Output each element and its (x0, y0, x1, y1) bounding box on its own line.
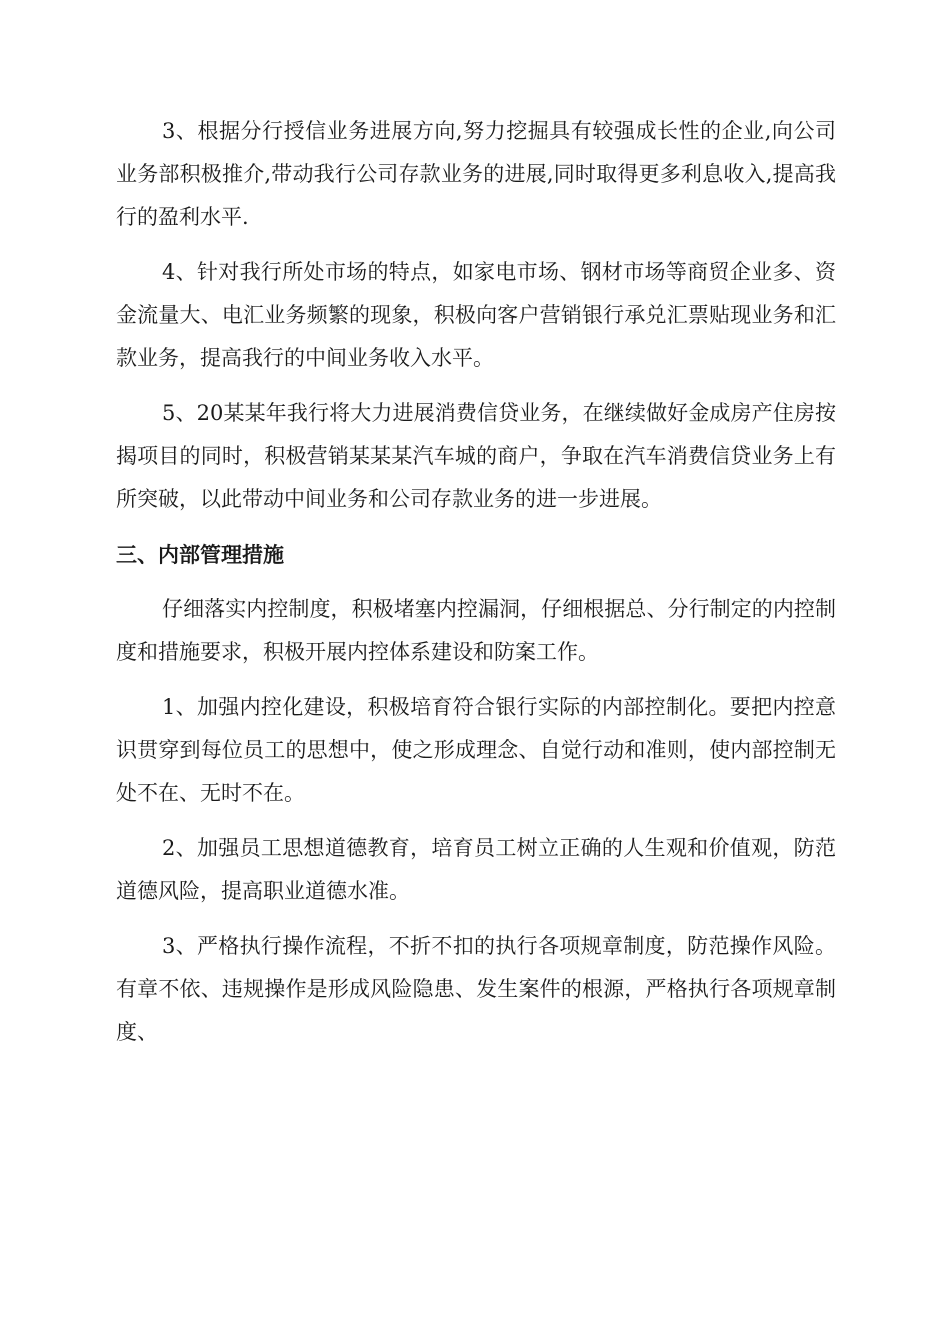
paragraph-item-2-ethics: 2、加强员工思想道德教育，培育员工树立正确的人生观和价值观，防范道德风险，提高职业道德水准。 (116, 836, 836, 903)
paragraph-item-5-consumer-credit: 5、20某某年我行将大力进展消费信贷业务，在继续做好金成房产住房按揭项目的同时，积极营销某某某汽车城的商户，争取在汽车消费信贷业务上有所突破，以此带动中间业务和公司存款业务的进一步进展。 (116, 401, 836, 511)
section-heading: 三、内部管理措施 (116, 542, 284, 567)
paragraph-item-3-procedures: 3、严格执行操作流程，不折不扣的执行各项规章制度，防范操作风险。有章不依、违规操作是形成风险隐患、发生案件的根源，严格执行各项规章制度、 (116, 934, 836, 1044)
section-intro-paragraph: 仔细落实内控制度，积极堵塞内控漏洞，仔细根据总、分行制定的内控制度和措施要求，积极开展内控体系建设和防案工作。 (116, 597, 836, 664)
paragraph-item-1-internal-control: 1、加强内控化建设，积极培育符合银行实际的内部控制化。要把内控意识贯穿到每位员工的思想中，使之形成理念、自觉行动和准则，使内部控制无处不在、无时不在。 (116, 695, 836, 805)
paragraph-item-4-market: 4、针对我行所处市场的特点，如家电市场、钢材市场等商贸企业多、资金流量大、电汇业务频繁的现象，积极向客户营销银行承兑汇票贴现业务和汇款业务，提高我行的中间业务收入水平。 (116, 260, 836, 370)
document-body (116, 110, 836, 1066)
paragraph-item-3-credit: 3、根据分行授信业务进展方向,努力挖掘具有较强成长性的企业,向公司业务部积极推介,带动我行公司存款业务的进展,同时取得更多利息收入,提高我行的盈利水平. (116, 119, 836, 229)
